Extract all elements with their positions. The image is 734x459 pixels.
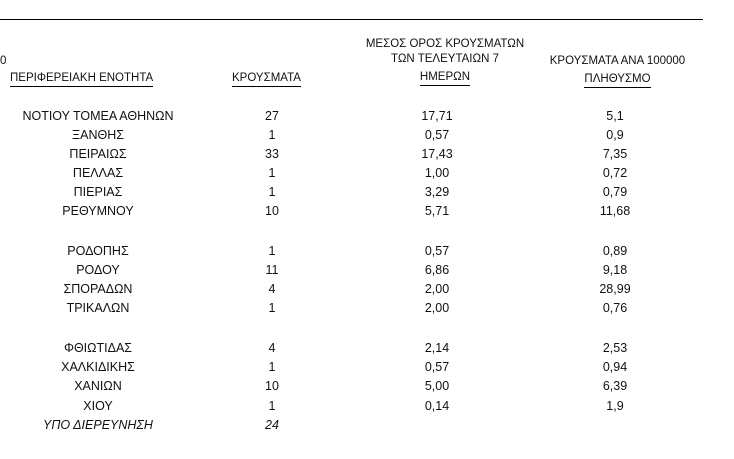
under-investigation-row: [0, 416, 734, 434]
region-cell: ΡΟΔΟΥ: [76, 263, 120, 277]
table-row: [0, 164, 734, 182]
table-row: [0, 107, 734, 125]
cases-cell: 1: [268, 399, 276, 413]
avg7-cell: 0,57: [424, 244, 450, 258]
per100k-cell: 0,9: [606, 128, 624, 142]
avg7-cell: 0,14: [424, 399, 450, 413]
header-per100k-line2: ΠΛΗΘΥΣΜΟ: [584, 72, 650, 88]
table-row: [0, 299, 734, 317]
cases-cell: 1: [268, 128, 276, 142]
header-cases: ΚΡΟΥΣΜΑΤΑ: [232, 71, 301, 87]
per100k-cell: 11,68: [599, 204, 631, 218]
table-row: [0, 397, 734, 415]
cases-cell: 4: [268, 282, 276, 296]
header-avg7-line1: ΜΕΣΟΣ ΟΡΟΣ ΚΡΟΥΣΜΑΤΩΝ: [365, 38, 525, 50]
header-per100k-line1: ΚΡΟΥΣΜΑΤΑ ΑΝΑ 100000: [549, 55, 686, 67]
region-cell: ΧΑΝΙΩΝ: [74, 379, 122, 393]
cases-cell: 10: [265, 204, 279, 218]
cases-cell: 27: [265, 109, 279, 123]
per100k-cell: 28,99: [599, 282, 631, 296]
under-investigation-label: ΥΠΟ ΔΙΕΡΕΥΝΗΣΗ: [43, 418, 153, 432]
table-row: [0, 280, 734, 298]
per100k-cell: 7,35: [602, 147, 628, 161]
cases-cell: 1: [268, 301, 276, 315]
table-row: [0, 339, 734, 357]
region-cell: ΣΠΟΡΑΔΩΝ: [63, 282, 133, 296]
avg7-cell: 1,00: [424, 166, 450, 180]
header-avg7-line3: ΗΜΕΡΩΝ: [420, 70, 470, 86]
per100k-cell: 9,18: [602, 263, 628, 277]
per100k-cell: 0,76: [602, 301, 628, 315]
avg7-cell: 5,00: [424, 379, 450, 393]
table-row: [0, 145, 734, 163]
region-cell: ΤΡΙΚΑΛΩΝ: [66, 301, 130, 315]
header-region: ΠΕΡΙΦΕΡΕΙΑΚΗ ΕΝΟΤΗΤΑ: [10, 71, 153, 87]
region-cell: ΠΙΕΡΙΑΣ: [73, 185, 123, 199]
avg7-cell: 17,71: [421, 109, 453, 123]
table-row: [0, 261, 734, 279]
avg7-cell: 3,29: [424, 185, 450, 199]
cases-cell: 33: [265, 147, 279, 161]
top-rule: [0, 19, 703, 20]
header-avg7: [350, 37, 540, 86]
per100k-cell: 1,9: [606, 399, 624, 413]
per100k-cell: 0,79: [602, 185, 628, 199]
region-cell: ΦΘΙΩΤΙΔΑΣ: [63, 341, 133, 355]
table-row: [0, 202, 734, 220]
avg7-cell: 2,00: [424, 301, 450, 315]
corner-fragment: 0: [0, 55, 7, 67]
region-cell: ΧΙΟΥ: [83, 399, 113, 413]
cases-cell: 1: [268, 166, 276, 180]
region-cell: ΝΟΤΙΟΥ ΤΟΜΕΑ ΑΘΗΝΩΝ: [22, 109, 174, 123]
cases-cell: 11: [265, 263, 279, 277]
per100k-cell: 0,89: [602, 244, 628, 258]
cases-cell: 10: [265, 379, 279, 393]
per100k-cell: 0,94: [602, 360, 628, 374]
region-cell: ΞΑΝΘΗΣ: [72, 128, 124, 142]
table-row: [0, 183, 734, 201]
table-row: [0, 358, 734, 376]
region-cell: ΠΕΛΛΑΣ: [72, 166, 124, 180]
per100k-cell: 2,53: [602, 341, 628, 355]
table-row: [0, 242, 734, 260]
table-row: [0, 126, 734, 144]
cases-cell: 4: [268, 341, 276, 355]
cases-cell: 1: [268, 185, 276, 199]
per100k-cell: 0,72: [602, 166, 628, 180]
cases-cell: 1: [268, 244, 276, 258]
avg7-cell: 0,57: [424, 128, 450, 142]
region-cell: ΠΕΙΡΑΙΩΣ: [69, 147, 127, 161]
table-row: [0, 377, 734, 395]
per100k-cell: 6,39: [602, 379, 628, 393]
header-per100k: [530, 54, 705, 88]
region-cell: ΡΕΘΥΜΝΟΥ: [62, 204, 134, 218]
avg7-cell: 2,14: [424, 341, 450, 355]
header-avg7-line2: ΤΩΝ ΤΕΛΕΥΤΑΙΩΝ 7: [391, 53, 499, 65]
cases-cell: 1: [268, 360, 276, 374]
region-cell: ΧΑΛΚΙΔΙΚΗΣ: [61, 360, 135, 374]
region-cell: ΡΟΔΟΠΗΣ: [67, 244, 129, 258]
avg7-cell: 17,43: [421, 147, 453, 161]
avg7-cell: 5,71: [424, 204, 450, 218]
under-investigation-cases: 24: [265, 418, 279, 432]
avg7-cell: 6,86: [424, 263, 450, 277]
avg7-cell: 2,00: [424, 282, 450, 296]
per100k-cell: 5,1: [606, 109, 624, 123]
avg7-cell: 0,57: [424, 360, 450, 374]
